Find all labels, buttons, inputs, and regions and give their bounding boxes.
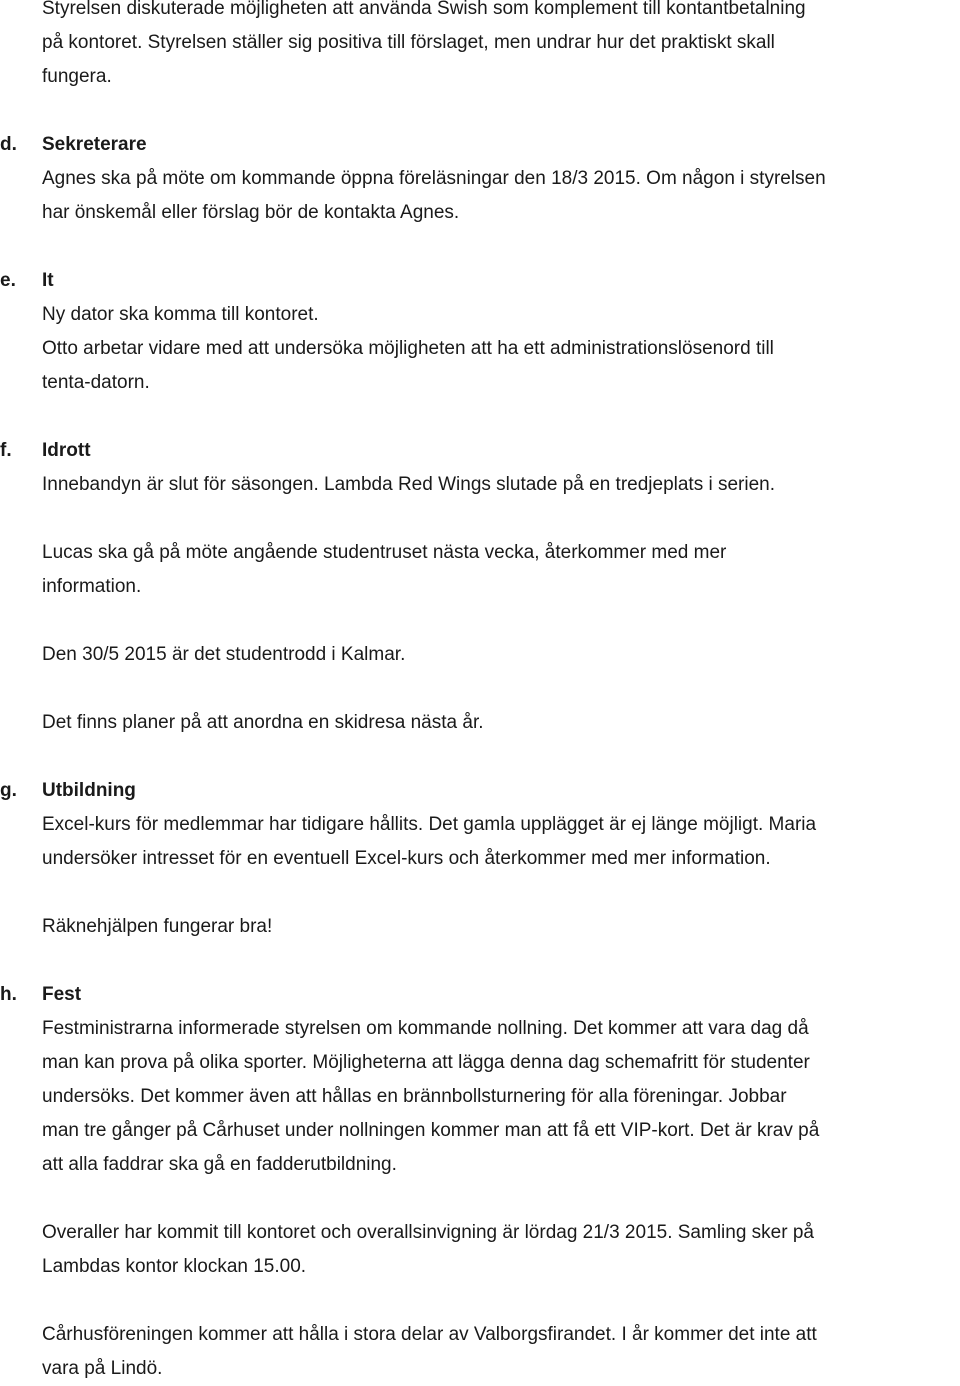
idrott-paragraph-3: Den 30/5 2015 är det studentrodd i Kalmar. [42,644,406,665]
section-title: Fest [42,984,82,1005]
section-heading-sekreterare [0,128,147,162]
section-heading-fest [0,978,81,1012]
section-title: It [42,270,54,291]
fest-paragraph-3: Cårhusföreningen kommer att hålla i stora delar av Valborgsfirandet. I år kommer det inte att vara på Lindö. [42,1324,817,1379]
section-heading-utbildning [0,774,136,808]
intro-paragraph: Styrelsen diskuterade möjligheten att använda Swish som komplement till kontantbetalning på kontoret. Styrelsen ställer sig positiva till förslaget, men undrar hur det praktiskt skall fungera. [42,0,806,87]
section-title: Sekreterare [42,134,147,155]
sekreterare-paragraph: Agnes ska på möte om kommande öppna föreläsningar den 18/3 2015. Om någon i styrelsen har önskemål eller förslag bör de kontakta Agnes. [42,168,826,223]
section-heading-idrott [0,434,91,468]
it-paragraph: Ny dator ska komma till kontoret. Otto arbetar vidare med att undersöka möjligheten att ha ett administrationslösenord till tenta-datorn. [42,304,774,393]
section-heading-it [0,264,54,298]
section-letter: f. [0,440,12,461]
fest-paragraph-2: Overaller har kommit till kontoret och overallsinvigning är lördag 21/3 2015. Samling sker på Lambdas kontor klockan 15.00. [42,1222,814,1277]
fest-paragraph-1: Festministrarna informerade styrelsen om kommande nollning. Det kommer att vara dag då man kan prova på olika sporter. Möjligheterna att lägga denna dag schemafritt för studenter undersöks. Det kommer även att hållas en brännbollsturnering för alla föreningar. Jobbar man tre gånger på Cårhuset under nollningen kommer man att få ett VIP-kort. Det är krav på att alla faddrar ska gå en fadderutbildning. [42,1018,820,1175]
idrott-paragraph-1: Innebandyn är slut för säsongen. Lambda Red Wings slutade på en tredjeplats i serien. [42,474,776,495]
section-title: Utbildning [42,780,136,801]
idrott-paragraph-2: Lucas ska gå på möte angående studentruset nästa vecka, återkommer med mer information. [42,542,727,597]
section-title: Idrott [42,440,91,461]
section-letter: g. [0,780,17,801]
utbildning-paragraph-1: Excel-kurs för medlemmar har tidigare hållits. Det gamla upplägget är ej länge möjligt. Maria undersöker intresset för en eventuell Excel-kurs och återkommer med mer information. [42,814,817,869]
section-letter: d. [0,134,17,155]
idrott-paragraph-4: Det finns planer på att anordna en skidresa nästa år. [42,712,484,733]
section-letter: e. [0,270,16,291]
utbildning-paragraph-2: Räknehjälpen fungerar bra! [42,916,273,937]
section-letter: h. [0,984,17,1005]
